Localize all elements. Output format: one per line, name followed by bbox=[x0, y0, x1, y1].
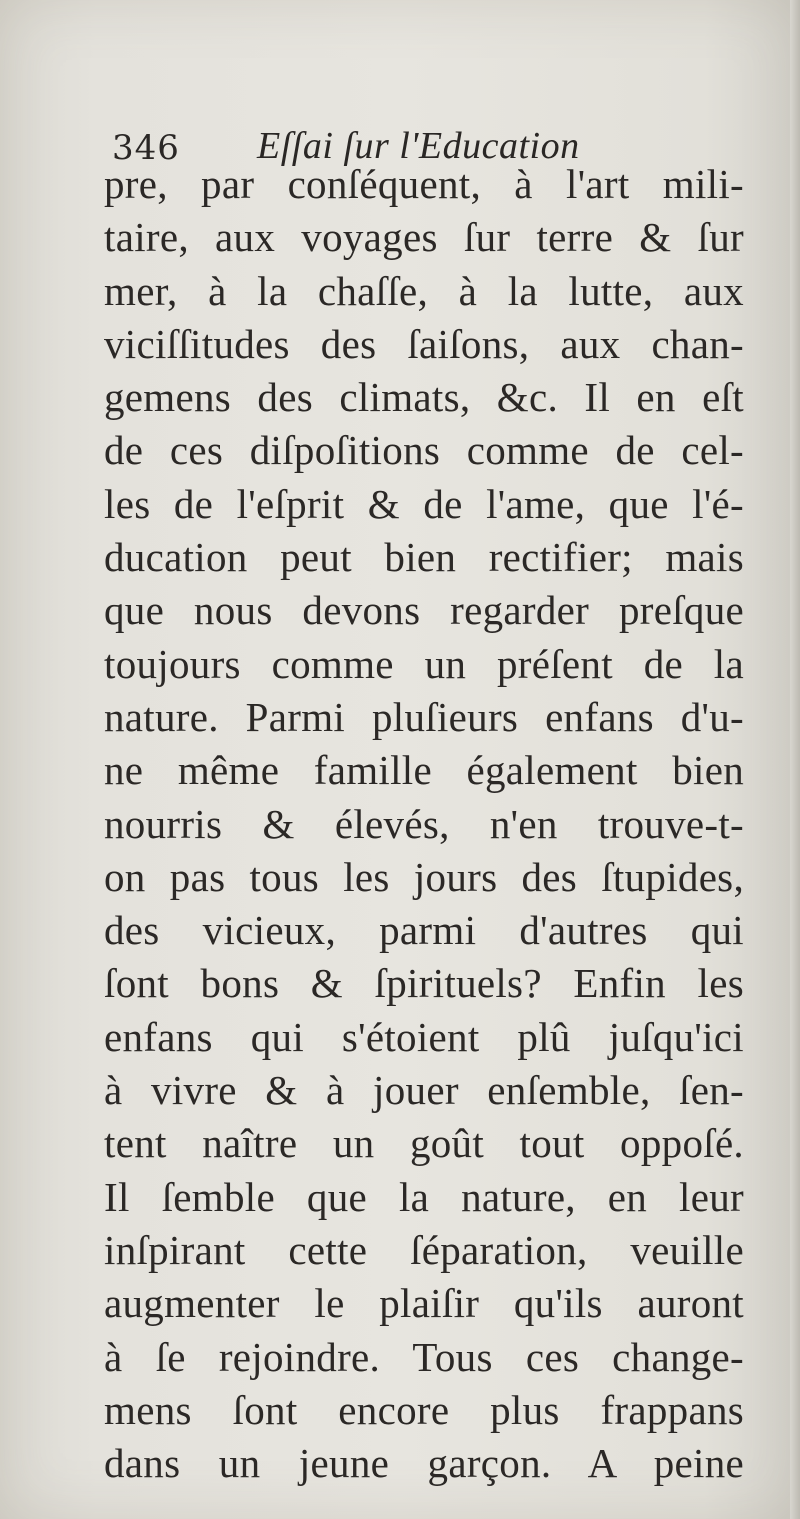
text-line: à vivre & à jouer enſemble, ſen- bbox=[104, 1067, 744, 1114]
text-line: les de l'eſprit & de l'ame, que l'é- bbox=[104, 480, 744, 527]
text-line: ſont bons & ſpirituels? Enfin les bbox=[104, 960, 744, 1007]
text-line: nourris & élevés, n'en trouve-t- bbox=[104, 800, 744, 847]
text-line: nature. Parmi pluſieurs enfans d'u- bbox=[104, 693, 744, 740]
text-line: Il ſemble que la nature, en leur bbox=[104, 1173, 744, 1220]
text-line: dans un jeune garçon. A peine bbox=[104, 1440, 744, 1487]
text-line: ne même famille également bien bbox=[104, 747, 744, 794]
body-text bbox=[104, 158, 744, 1490]
text-line: tent naître un goût tout oppoſé. bbox=[104, 1120, 744, 1167]
text-line: taire, aux voyages ſur terre & ſur bbox=[104, 214, 744, 261]
text-line: enfans qui s'étoient plû juſqu'ici bbox=[104, 1013, 744, 1060]
text-line: viciſſitudes des ſaiſons, aux chan- bbox=[104, 320, 744, 367]
text-line: on pas tous les jours des ſtupides, bbox=[104, 853, 744, 900]
text-line: toujours comme un préſent de la bbox=[104, 640, 744, 687]
text-line: pre, par conſéquent, à l'art mili- bbox=[104, 161, 744, 207]
page-number: 346 bbox=[112, 128, 180, 168]
text-line: des vicieux, parmi d'autres qui bbox=[104, 907, 744, 954]
text-line: de ces diſpoſitions comme de cel- bbox=[104, 427, 744, 474]
text-line: que nous devons regarder preſque bbox=[104, 587, 744, 634]
text-line: ducation peut bien rectifier; mais bbox=[104, 534, 744, 581]
text-line: à ſe rejoindre. Tous ces change- bbox=[104, 1333, 744, 1380]
text-line: augmenter le plaiſir qu'ils auront bbox=[104, 1280, 744, 1327]
text-line: mens ſont encore plus frappans bbox=[104, 1386, 744, 1433]
page-edge bbox=[790, 0, 800, 1519]
text-line: inſpirant cette ſéparation, veuille bbox=[104, 1226, 744, 1273]
text-line: mer, à la chaſſe, à la lutte, aux bbox=[104, 267, 744, 314]
running-head: Eſſai ſur l'Education bbox=[257, 125, 580, 167]
text-line: gemens des climats, &c. Il en eſt bbox=[104, 374, 744, 421]
